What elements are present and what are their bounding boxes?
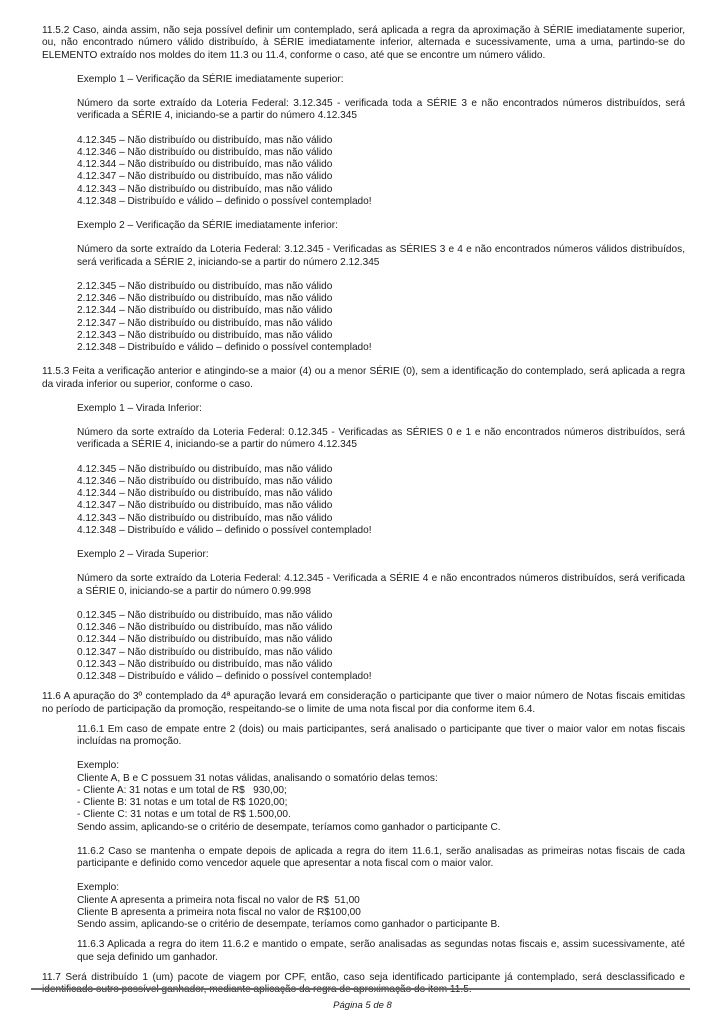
example-line: Sendo assim, aplicando-se o critério de desempate, teríamos como ganhador o participante B. — [77, 919, 501, 930]
list-item: 0.12.343 – Não distribuído ou distribuído, mas não válido — [77, 658, 333, 670]
footer-divider — [31, 988, 690, 990]
list-item: 4.12.345 – Não distribuído ou distribuído, mas não válido — [77, 463, 333, 475]
example-line: Sendo assim, aplicando-se o critério de desempate, teríamos como ganhador o participante C. — [77, 821, 501, 833]
list-item: 4.12.348 – Distribuído e válido – definido o possível contemplado! — [77, 195, 372, 207]
list-item: 4.12.345 – Não distribuído ou distribuído, mas não válido — [77, 134, 333, 146]
example-line: - Cliente C: 31 notas e um total de R$ 1.500,00. — [77, 809, 291, 821]
list-item: 2.12.348 – Distribuído e válido – definido o possível contemplado! — [77, 342, 372, 353]
paragraph-11-5-3: 11.5.3 Feita a verificação anterior e atingindo-se a maior (4) ou a menor SÉRIE (0), sem a identificação do contemplado, será aplicada a regra da virada inferior ou superior, conforme o caso. — [42, 366, 685, 390]
page-number: Página 5 de 8 — [333, 1000, 392, 1011]
list-item: 0.12.345 – Não distribuído ou distribuído, mas não válido — [77, 609, 333, 621]
example-description: Número da sorte extraído da Loteria Federal: 4.12.345 - Verificada a SÉRIE 4 e não encontrados números distribuídos, será verificada a SÉRIE 0, iniciando-se a partir do número 0.99.998 — [77, 573, 685, 597]
example-line: - Cliente A: 31 notas e um total de R$ 930,00; — [77, 784, 287, 796]
example-description: Número da sorte extraído da Loteria Federal: 0.12.345 - Verificadas as SÉRIES 0 e 1 e não encontrados números distribuídos, será verificada a SÉRIE 4, iniciando-se a partir do número 4.12.345 — [77, 427, 685, 451]
list-item: 2.12.343 – Não distribuído ou distribuído, mas não válido — [77, 329, 333, 341]
paragraph-11-6-1: 11.6.1 Em caso de empate entre 2 (dois) ou mais participantes, será analisado o participante que tiver o maior valor em notas fiscais incluídas na promoção. — [77, 723, 685, 747]
example-description: Número da sorte extraído da Loteria Federal: 3.12.345 - verificada toda a SÉRIE 3 e não encontrados números distribuídos, será verificada a SÉRIE 4, iniciando-se a partir do número 4.12.345 — [77, 98, 685, 122]
example-line: Cliente A, B e C possuem 31 notas válidas, analisando o somatório delas temos: — [77, 772, 438, 784]
document-page — [42, 25, 685, 1008]
list-item: 0.12.348 – Distribuído e válido – definido o possível contemplado! — [77, 671, 372, 682]
paragraph-11-7: 11.7 Será distribuído 1 (um) pacote de viagem por CPF, então, caso seja identificado participante já contemplado, será desclassificado e — [42, 971, 685, 983]
list-item: 4.12.346 – Não distribuído ou distribuído, mas não válido — [77, 475, 333, 487]
number-list — [77, 281, 685, 355]
example-line: Exemplo: — [77, 760, 120, 772]
subsection-11-6 — [42, 724, 685, 964]
list-item: 4.12.347 – Não distribuído ou distribuído, mas não válido — [77, 171, 333, 183]
list-item: 2.12.345 – Não distribuído ou distribuído, mas não válido — [77, 280, 333, 292]
list-item: 0.12.344 – Não distribuído ou distribuído, mas não válido — [77, 634, 333, 646]
example-line: Cliente A apresenta a primeira nota fiscal no valor de R$ 51,00 — [77, 894, 360, 906]
list-item: 0.12.347 – Não distribuído ou distribuído, mas não válido — [77, 646, 333, 658]
list-item: 4.12.346 – Não distribuído ou distribuído, mas não válido — [77, 146, 333, 158]
example-description: Número da sorte extraído da Loteria Federal: 3.12.345 - Verificadas as SÉRIES 3 e 4 e não encontrados números válidos distribuídos, será verificada a SÉRIE 2, iniciando-se a partir do número 2.12.345 — [77, 244, 685, 268]
example-line: Exemplo: — [77, 882, 120, 894]
paragraph-11-6-3: 11.6.3 Aplicada a regra do item 11.6.2 e mantido o empate, serão analisadas as segundas notas fiscais e, assim sucessivamente, até que seja definido um ganhador. — [77, 939, 685, 963]
list-item: 2.12.346 – Não distribuído ou distribuído, mas não válido — [77, 293, 333, 304]
list-item: 2.12.347 – Não distribuído ou distribuído, mas não válido — [77, 317, 333, 329]
paragraph-11-5-2: 11.5.2 Caso, ainda assim, não seja possível definir um contemplado, será aplicada a regra da aproximação à SÉRIE imediatamente superior, ou, não encontrado número válido distribuído, à SÉRIE imediatamente inferior, alternada e sucessivamente, uma a uma, partindo-se do ELEMENTO extraído nos moldes do item 11.3 ou 11.4, conforme o caso, até que se encontre um número válido. — [42, 25, 685, 61]
number-list — [77, 135, 685, 209]
paragraph-11-6-2: 11.6.2 Caso se mantenha o empate depois de aplicada a regra do item 11.6.1, serão analisadas as primeiras notas fiscais de cada participante e definido como vencedor aquele que apresentar a nota fiscal com o maior valor. — [77, 845, 685, 869]
list-item: 4.12.348 – Distribuído e válido – definido o possível contemplado! — [77, 524, 372, 536]
example-11-6-2 — [77, 882, 685, 931]
list-item: 4.12.344 – Não distribuído ou distribuído, mas não válido — [77, 159, 333, 170]
example-title: Exemplo 1 – Virada Inferior: — [77, 402, 202, 414]
example-block-superior — [42, 74, 685, 355]
example-line: Cliente B apresenta a primeira nota fiscal no valor de R$100,00 — [77, 906, 361, 918]
example-title: Exemplo 2 – Verificação da SÉRIE imediatamente inferior: — [77, 220, 338, 231]
list-item: 2.12.344 – Não distribuído ou distribuído, mas não válido — [77, 305, 333, 317]
list-item: 4.12.347 – Não distribuído ou distribuído, mas não válido — [77, 500, 333, 512]
example-title: Exemplo 2 – Virada Superior: — [77, 549, 209, 560]
number-list — [77, 464, 685, 538]
list-item: 4.12.343 – Não distribuído ou distribuído, mas não válido — [77, 183, 333, 195]
example-line: - Cliente B: 31 notas e um total de R$ 1020,00; — [77, 797, 288, 808]
example-11-6-1 — [77, 760, 685, 834]
number-list — [77, 610, 685, 684]
list-item: 4.12.344 – Não distribuído ou distribuído, mas não válido — [77, 488, 333, 499]
example-title: Exemplo 1 – Verificação da SÉRIE imediatamente superior: — [77, 73, 344, 85]
paragraph-11-6: 11.6 A apuração do 3º contemplado da 4ª apuração levará em consideração o participante que tiver o maior número de Notas fiscais emitidas no período de participação da promoção, respeitando-se o limite de uma nota fiscal por dia conforme item 6.4. — [42, 691, 685, 715]
example-block-virada — [42, 403, 685, 684]
list-item: 4.12.343 – Não distribuído ou distribuído, mas não válido — [77, 512, 333, 524]
list-item: 0.12.346 – Não distribuído ou distribuído, mas não válido — [77, 622, 333, 633]
